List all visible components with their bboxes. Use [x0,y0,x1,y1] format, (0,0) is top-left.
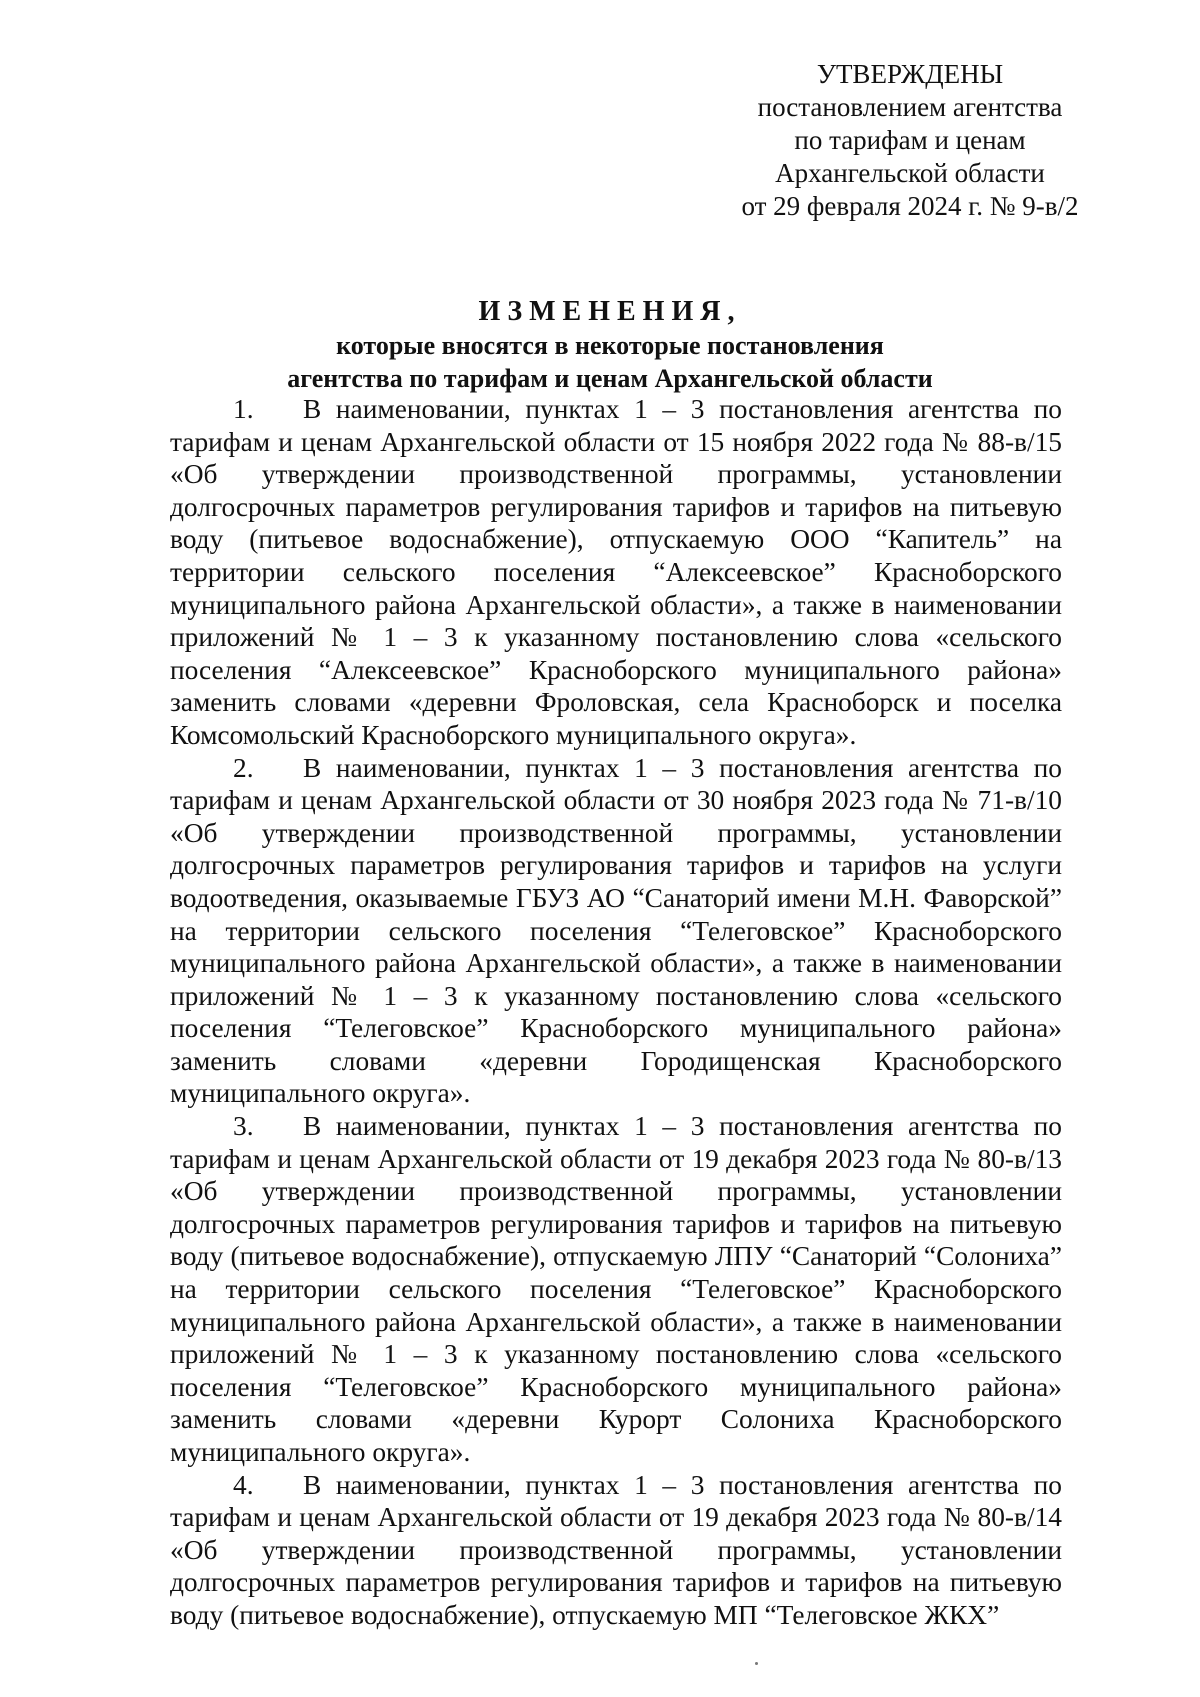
title-subtitle-line-2: агентства по тарифам и ценам Архангельской области [287,364,933,393]
paragraph-3 [170,1110,1062,1469]
paragraph-number: 2. [233,752,254,783]
paragraph-number: 4. [233,1469,254,1500]
title-main: ИЗМЕНЕНИЯ, [478,296,742,327]
approval-line: Архангельской области [775,158,1045,188]
paragraph-text: В наименовании, пунктах 1 – 3 постановления агентства по тарифам и ценам Архангельской области от 19 декабря 2023 года № 80-в/13 «Об утверждении производственной программы, установлении долгосрочных параметров регулирования тарифов и тарифов на питьевую воду (питьевое водоснабжение), отпускаемую ЛПУ “Санаторий “Солониха” на территории сельского поселения “Телеговское” Красноборского муниципального района Архангельской области», а также в наименовании приложений № 1 – 3 к указанному постановлению слова «сельского поселения “Телеговское” Красноборского муниципального района» заменить словами «деревни Курорт Солониха Красноборского муниципального округа». [170,1111,1062,1467]
paragraph-number: 1. [233,394,254,424]
paragraph-2 [170,752,1062,1111]
paragraph-text: В наименовании, пунктах 1 – 3 постановления агентства по тарифам и ценам Архангельской области от 15 ноября 2022 года № 88-в/15 «Об утверждении производственной программы, установлении долгосрочных параметров регулирования тарифов и тарифов на питьевую воду (питьевое водоснабжение), отпускаемую ООО “Капитель” на территории сельского поселения “Алексеевское” Красноборского муниципального района Архангельской области», а также в наименовании приложений № 1 – 3 к указанному постановлению слова «сельского поселения “Алексеевское” Красноборского муниципального района» заменить словами «деревни Фроловская, села Красноборск и поселка Комсомольский Красноборского муниципального округа». [170,394,1062,750]
paragraph-text: В наименовании, пунктах 1 – 3 постановления агентства по тарифам и ценам Архангельской области от 30 ноября 2023 года № 71-в/10 «Об утверждении производственной программы, установлении долгосрочных параметров регулирования тарифов и тарифов на услуги водоотведения, оказываемые ГБУЗ АО “Санаторий имени М.Н. Фаворской” на территории сельского поселения “Телеговское” Красноборского муниципального района Архангельской области», а также в наименовании приложений № 1 – 3 к указанному постановлению слова «сельского поселения “Телеговское” Красноборского муниципального района» заменить словами «деревни Городищенская Красноборского муниципального округа». [170,752,1062,1109]
approval-heading: УТВЕРЖДЕНЫ [816,59,1004,89]
paragraph-number: 3. [233,1111,254,1142]
title-subtitle-line-1: которые вносятся в некоторые постановления [336,331,884,360]
approval-line: по тарифам и ценам [794,125,1026,155]
approval-stamp [700,58,1120,223]
document-title [170,295,1050,395]
paragraph-text: В наименовании, пунктах 1 – 3 постановления агентства по тарифам и ценам Архангельской области от 19 декабря 2023 года № 80-в/14 «Об утверждении производственной программы, установлении долгосрочных параметров регулирования тарифов и тарифов на питьевую воду (питьевое водоснабжение), отпускаемую МП “Телеговское ЖКХ” [170,1469,1062,1630]
approval-line: постановлением агентства [757,92,1063,122]
paragraph-1 [170,393,1062,752]
paragraph-4 [170,1469,1062,1632]
scan-speck [755,1662,758,1665]
approval-date: от 29 февраля 2024 г. № 9-в/2 [741,191,1079,221]
document-body [170,393,1062,1632]
